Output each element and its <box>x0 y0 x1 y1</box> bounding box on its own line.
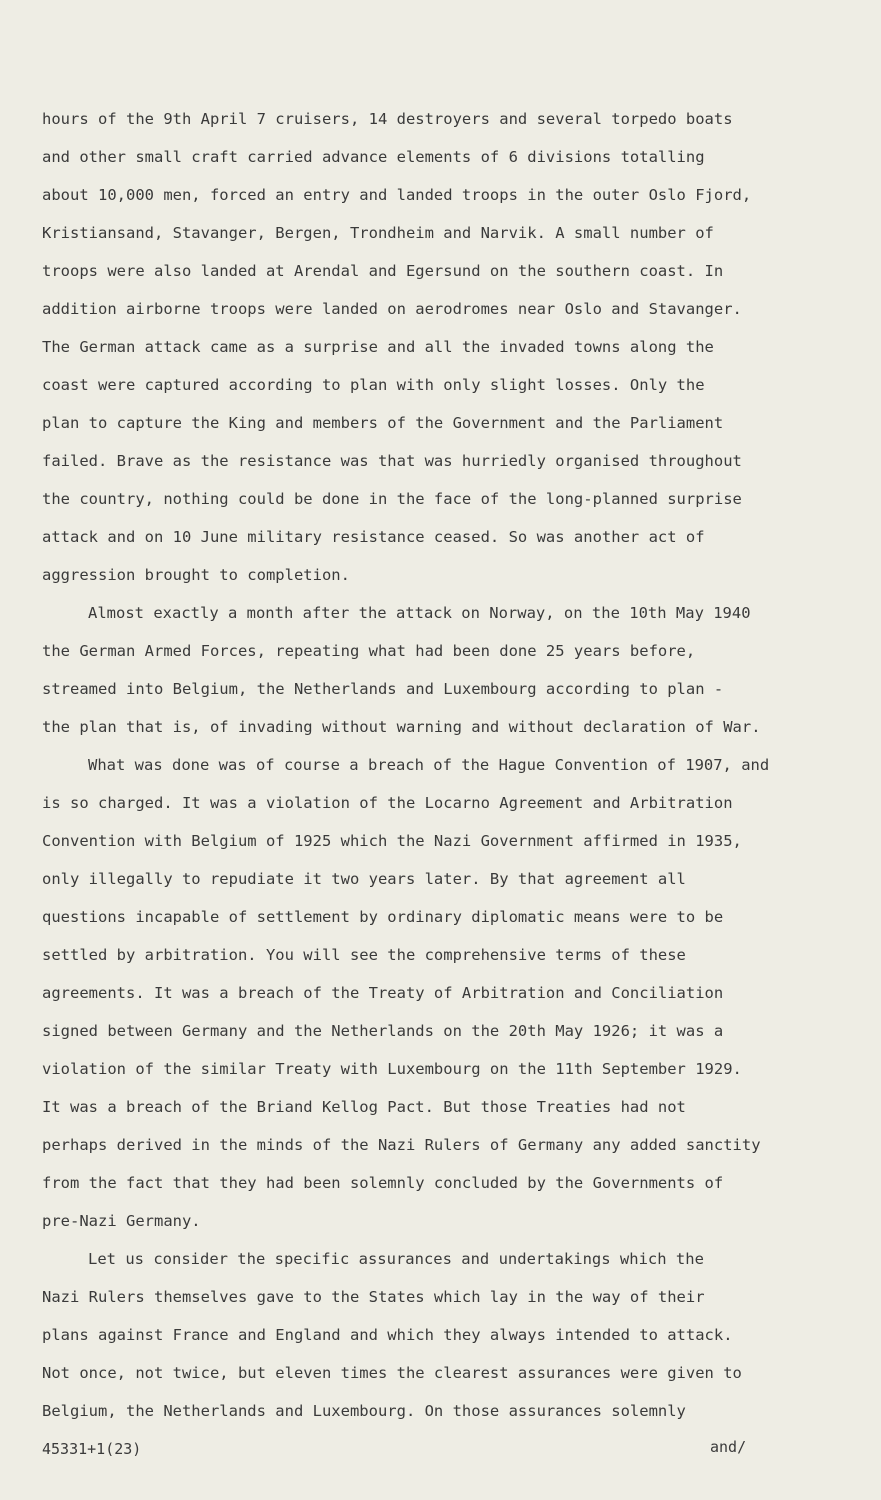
text-line: The German attack came as a surprise and all the invaded towns along the <box>42 338 714 356</box>
text-line: signed between Germany and the Netherlands on the 20th May 1926; it was a <box>42 1022 724 1040</box>
text-line: plan to capture the King and members of the Government and the Parliament <box>42 414 724 432</box>
text-line: plans against France and England and which they always intended to attack. <box>42 1326 733 1344</box>
text-line: Almost exactly a month after the attack on Norway, on the 10th May 1940 <box>88 604 751 622</box>
text-line: Not once, not twice, but eleven times the clearest assurances were given to <box>42 1364 742 1382</box>
catchword: and/ <box>710 1438 747 1456</box>
text-line: aggression brought to completion. <box>42 566 350 584</box>
text-line: settled by arbitration. You will see the comprehensive terms of these <box>42 946 686 964</box>
document-reference-code: 45331+1(23) <box>42 1440 142 1458</box>
text-line: failed. Brave as the resistance was that was hurriedly organised throughout <box>42 452 742 470</box>
text-line: coast were captured according to plan with only slight losses. Only the <box>42 376 705 394</box>
text-line: is so charged. It was a violation of the Locarno Agreement and Arbitration <box>42 794 733 812</box>
text-line: Convention with Belgium of 1925 which the Nazi Government affirmed in 1935, <box>42 832 742 850</box>
text-line: agreements. It was a breach of the Treaty of Arbitration and Conciliation <box>42 984 724 1002</box>
text-line: the plan that is, of invading without warning and without declaration of War. <box>42 718 761 736</box>
text-line: It was a breach of the Briand Kellog Pact. But those Treaties had not <box>42 1098 686 1116</box>
typed-text-body <box>42 100 832 1430</box>
text-line: and other small craft carried advance elements of 6 divisions totalling <box>42 148 705 166</box>
text-line: addition airborne troops were landed on aerodromes near Oslo and Stavanger. <box>42 300 742 318</box>
text-line: violation of the similar Treaty with Luxembourg on the 11th September 1929. <box>42 1060 742 1078</box>
text-line: streamed into Belgium, the Netherlands and Luxembourg according to plan - <box>42 680 724 698</box>
text-line: from the fact that they had been solemnly concluded by the Governments of <box>42 1174 724 1192</box>
text-line: perhaps derived in the minds of the Nazi Rulers of Germany any added sanctity <box>42 1136 761 1154</box>
text-line: Let us consider the specific assurances and undertakings which the <box>88 1250 704 1268</box>
text-line: Nazi Rulers themselves gave to the States which lay in the way of their <box>42 1288 705 1306</box>
text-line: Kristiansand, Stavanger, Bergen, Trondheim and Narvik. A small number of <box>42 224 714 242</box>
text-line: Belgium, the Netherlands and Luxembourg. On those assurances solemnly <box>42 1402 686 1420</box>
text-line: questions incapable of settlement by ordinary diplomatic means were to be <box>42 908 724 926</box>
text-line: What was done was of course a breach of the Hague Convention of 1907, and <box>88 756 770 774</box>
text-line: only illegally to repudiate it two years later. By that agreement all <box>42 870 686 888</box>
text-line: the German Armed Forces, repeating what had been done 25 years before, <box>42 642 696 660</box>
text-line: about 10,000 men, forced an entry and landed troops in the outer Oslo Fjord, <box>42 186 752 204</box>
text-line: attack and on 10 June military resistance ceased. So was another act of <box>42 528 705 546</box>
text-line: hours of the 9th April 7 cruisers, 14 destroyers and several torpedo boats <box>42 110 733 128</box>
text-line: troops were also landed at Arendal and Egersund on the southern coast. In <box>42 262 724 280</box>
text-line: the country, nothing could be done in the face of the long-planned surprise <box>42 490 742 508</box>
text-line: pre-Nazi Germany. <box>42 1212 201 1230</box>
